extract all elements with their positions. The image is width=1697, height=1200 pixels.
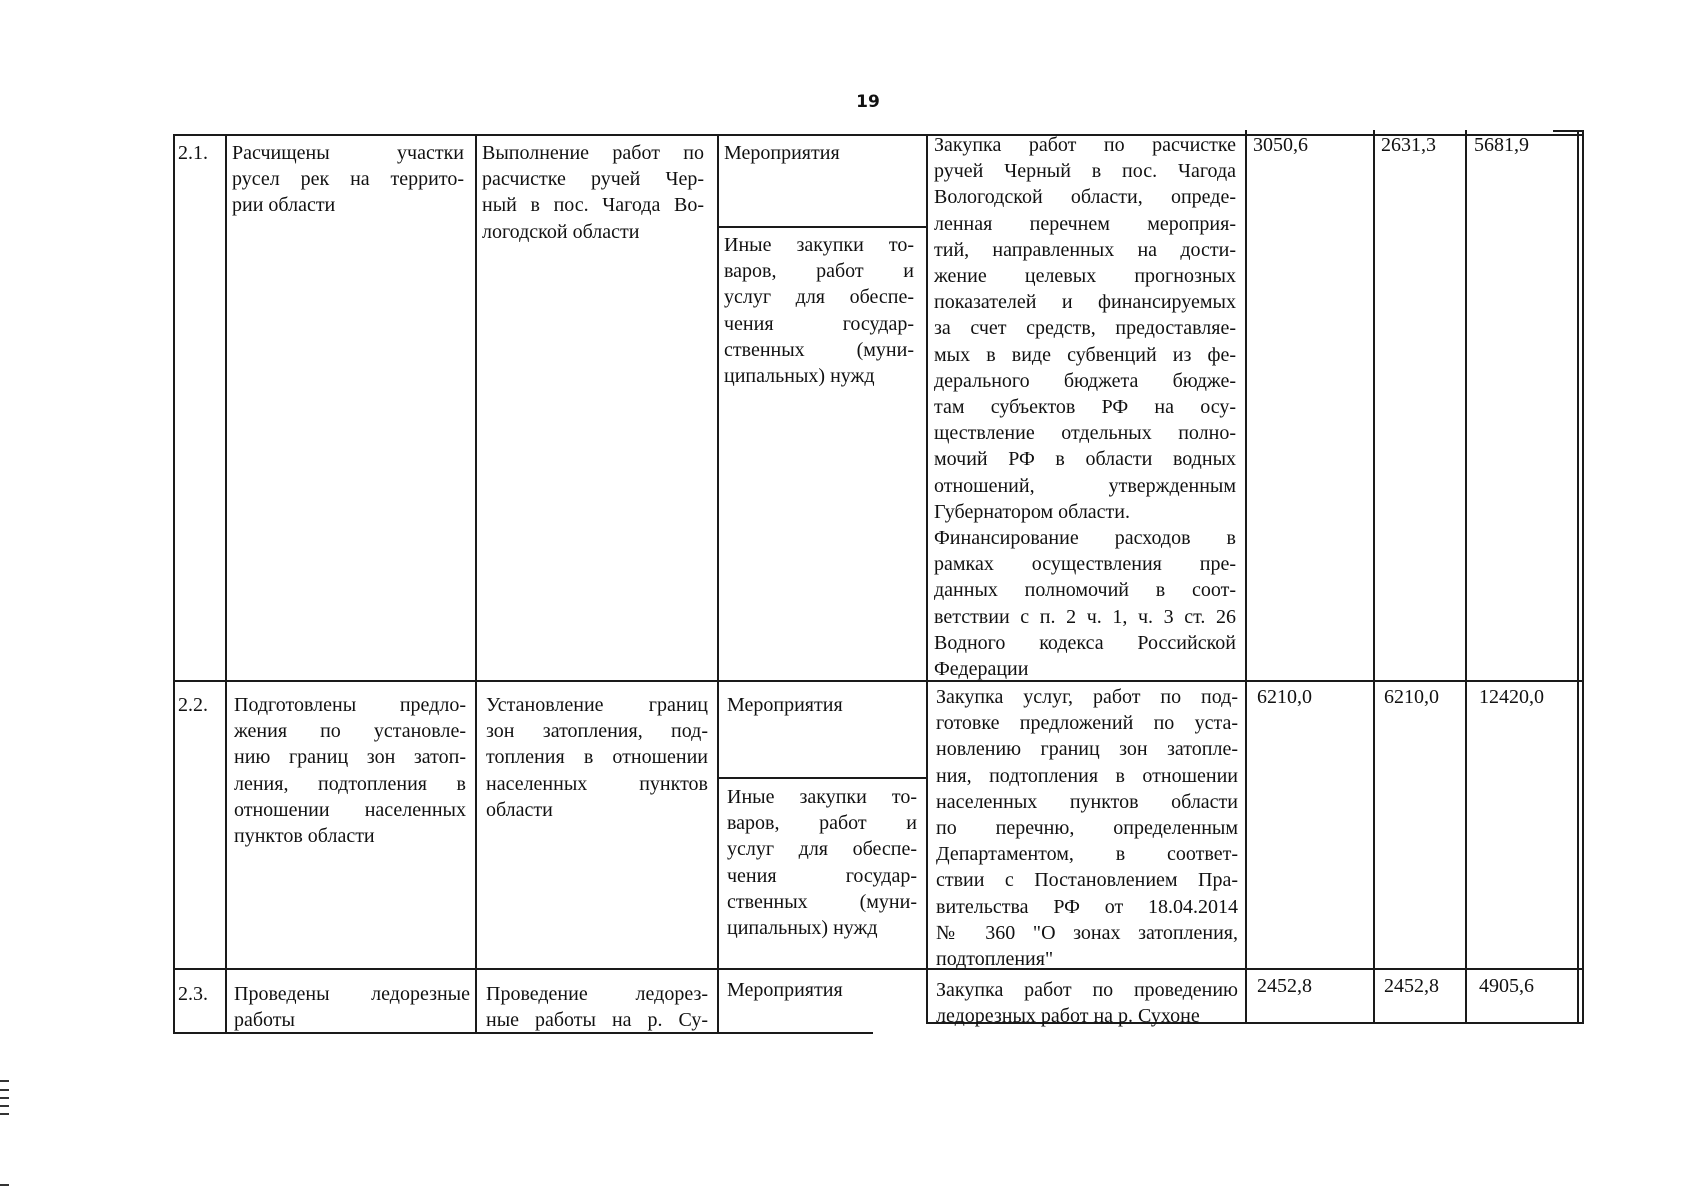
col-border-1 xyxy=(225,134,227,1034)
scan-mark xyxy=(0,1080,9,1082)
type-cell-top: Мероприятия xyxy=(727,979,843,1001)
type-line: варов, работ и xyxy=(727,812,917,835)
type-line: ципальных) нужд xyxy=(727,917,878,940)
result-cell xyxy=(234,981,470,1033)
desc-line: по перечню, определенным xyxy=(936,817,1238,840)
desc-line: подтопления" xyxy=(936,948,1054,971)
scan-mark xyxy=(0,1184,9,1186)
desc-line: ствии с Постановлением Пра- xyxy=(936,869,1238,892)
type-cell-top: Мероприятия xyxy=(724,142,840,164)
row-divider-1 xyxy=(173,680,1583,682)
desc-line: Вологодской области, опреде- xyxy=(934,186,1236,209)
work-line: Проведение ледорез- xyxy=(486,983,708,1005)
type-divider-2 xyxy=(717,777,926,779)
value-2: 2452,8 xyxy=(1384,975,1439,997)
desc-line: ществление отдельных полно- xyxy=(934,422,1236,445)
result-line: пунктов области xyxy=(234,825,375,848)
work-line: Установление границ xyxy=(486,694,708,716)
desc-line: там субъектов РФ на осу- xyxy=(934,396,1236,419)
result-line: работы xyxy=(234,1009,295,1032)
col-border-5 xyxy=(1245,130,1247,1024)
desc-line: новлению границ зон затопле- xyxy=(936,738,1238,761)
col-border-2 xyxy=(475,134,477,1034)
type-line: ственных (муни- xyxy=(727,890,917,913)
desc-line: ручей Черный в пос. Чагода xyxy=(934,160,1236,183)
value-1: 6210,0 xyxy=(1257,686,1312,708)
desc-line: № 360 "О зонах затопления, xyxy=(936,921,1238,944)
type-line: Иные закупки то- xyxy=(727,786,917,808)
type-line: чения государ- xyxy=(727,864,917,887)
desc-line: Водного кодекса Российской xyxy=(934,631,1236,654)
desc-line: данных полномочий в соот- xyxy=(934,579,1236,602)
desc-line: показателей и финансируемых xyxy=(934,291,1236,314)
result-line: Подготовлены предло- xyxy=(234,694,466,716)
total-value: 12420,0 xyxy=(1479,686,1544,708)
desc-line: дерального бюджета бюдже- xyxy=(934,369,1236,392)
row-number: 2.3. xyxy=(178,983,208,1005)
result-line: Проведены ледорезные xyxy=(234,983,470,1005)
type-cell-top: Мероприятия xyxy=(727,694,843,716)
result-line: отношении населенных xyxy=(234,798,466,821)
desc-line: готовке предложений по уста- xyxy=(936,712,1238,735)
desc-line: Закупка услуг, работ по под- xyxy=(936,686,1238,708)
work-line: ные работы на р. Су- xyxy=(486,1009,708,1032)
desc-line: ледорезных работ на р. Сухоне xyxy=(936,1005,1200,1028)
type-cell-bottom xyxy=(724,232,914,389)
col-border-0 xyxy=(173,134,175,1034)
desc-line: жение целевых прогнозных xyxy=(934,265,1236,288)
col-border-8 xyxy=(1577,130,1579,1024)
col-border-8b xyxy=(1582,130,1584,1024)
work-line: населенных пунктов xyxy=(486,772,708,795)
type-line: Иные закупки то- xyxy=(724,234,914,256)
type-line: услуг для обеспе- xyxy=(724,286,914,309)
result-line: Расчищены участки xyxy=(232,142,464,164)
desc-line: Федерации xyxy=(934,658,1029,681)
value-2: 2631,3 xyxy=(1381,134,1436,156)
value-1: 3050,6 xyxy=(1253,134,1308,156)
page-number: 19 xyxy=(856,92,880,112)
type-line: варов, работ и xyxy=(724,260,914,283)
desc-line: Губернатором области. xyxy=(934,500,1130,523)
type-line: ственных (муни- xyxy=(724,338,914,361)
result-line: нию границ зон затоп- xyxy=(234,746,466,769)
col-border-3 xyxy=(717,134,719,1034)
col-border-6 xyxy=(1373,130,1375,1024)
type-line: услуг для обеспе- xyxy=(727,838,917,861)
description-cell xyxy=(936,977,1238,1029)
desc-line: ния, подтопления в отношении xyxy=(936,764,1238,787)
desc-line: вительства РФ от 18.04.2014 xyxy=(936,895,1238,918)
work-line: области xyxy=(486,798,553,821)
description-cell xyxy=(934,132,1236,682)
col-border-4 xyxy=(926,134,928,1024)
work-cell xyxy=(486,981,708,1033)
desc-line: отношений, утвержденным xyxy=(934,474,1236,497)
result-line: русел рек на террито- xyxy=(232,168,464,191)
row-number: 2.2. xyxy=(178,694,208,716)
value-2: 6210,0 xyxy=(1384,686,1439,708)
description-cell xyxy=(936,684,1238,972)
type-line: ципальных) нужд xyxy=(724,365,875,388)
result-line: ления, подтопления в xyxy=(234,772,466,795)
type-cell-bottom xyxy=(727,784,917,941)
work-line: топления в отношении xyxy=(486,746,708,769)
scan-mark xyxy=(0,1097,9,1099)
work-line: ный в пос. Чагода Во- xyxy=(482,194,704,217)
desc-line: Финансирование расходов в xyxy=(934,527,1236,550)
result-line: рии области xyxy=(232,194,336,217)
desc-line: тий, направленных на дости- xyxy=(934,238,1236,261)
result-line: жения по установле- xyxy=(234,720,466,743)
row-divider-2 xyxy=(173,968,1583,970)
total-value: 5681,9 xyxy=(1474,134,1529,156)
scan-mark xyxy=(0,1105,9,1107)
result-cell xyxy=(234,692,466,849)
work-line: расчистке ручей Чер- xyxy=(482,168,704,191)
desc-line: Департаментом, в соответ- xyxy=(936,843,1238,866)
desc-line: ветствии с п. 2 ч. 1, ч. 3 ст. 26 xyxy=(934,605,1236,628)
scan-mark xyxy=(0,1089,9,1091)
desc-line: населенных пунктов области xyxy=(936,790,1238,813)
scan-mark xyxy=(0,1113,9,1115)
value-1: 2452,8 xyxy=(1257,975,1312,997)
result-cell xyxy=(232,140,464,219)
desc-line: мых в виде субвенций из фе- xyxy=(934,343,1236,366)
desc-line: Закупка работ по расчистке xyxy=(934,134,1236,156)
desc-line: рамках осуществления пре- xyxy=(934,553,1236,576)
row-number: 2.1. xyxy=(178,142,208,164)
work-line: Выполнение работ по xyxy=(482,142,704,164)
work-line: зон затопления, под- xyxy=(486,720,708,743)
type-line: чения государ- xyxy=(724,312,914,335)
work-cell xyxy=(486,692,708,823)
desc-line: за счет средств, предоставляе- xyxy=(934,317,1236,340)
desc-line: ленная перечнем мероприя- xyxy=(934,212,1236,235)
work-cell xyxy=(482,140,704,245)
desc-line: мочий РФ в области водных xyxy=(934,448,1236,471)
work-line: логодской области xyxy=(482,220,640,243)
type-divider-1 xyxy=(717,226,926,228)
total-value: 4905,6 xyxy=(1479,975,1534,997)
table-top-border xyxy=(173,134,1583,136)
col-border-7 xyxy=(1465,130,1467,1024)
desc-line: Закупка работ по проведению xyxy=(936,979,1238,1001)
